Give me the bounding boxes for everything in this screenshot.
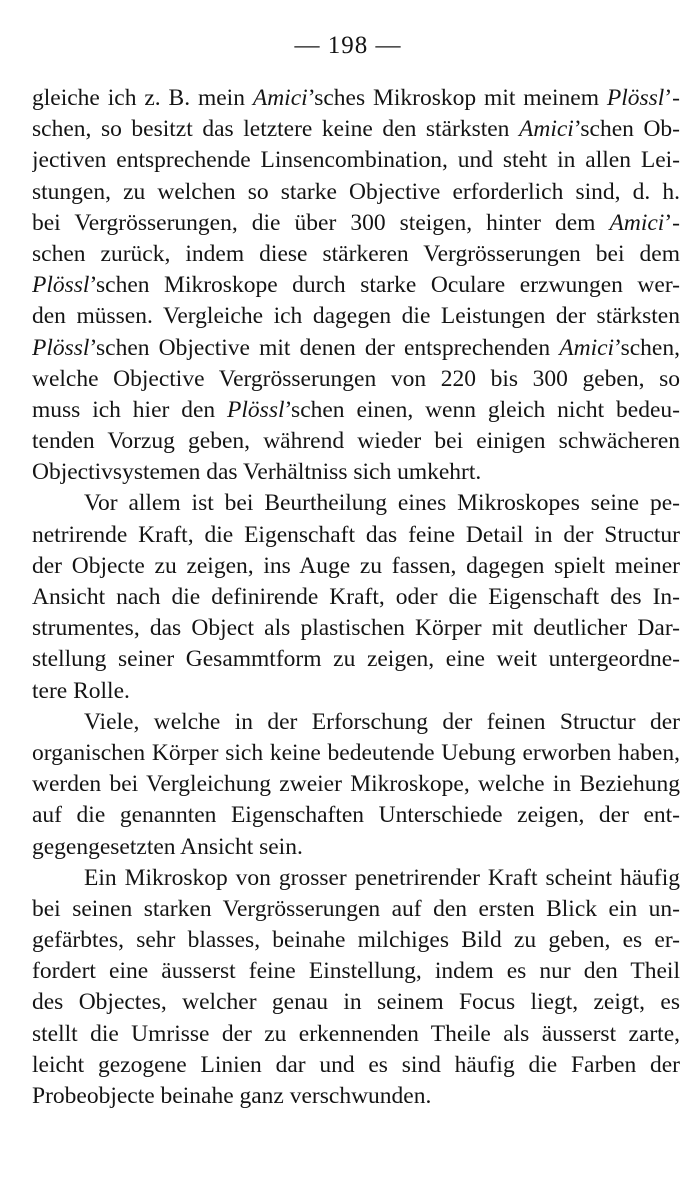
text-run: ’-: [664, 209, 680, 236]
text-run: stungen, zu welchen so starke Objective erforderlich sind, d. h.: [32, 178, 680, 205]
text-run: der Objecte zu zeigen, ins Auge zu fassen, dagegen spielt meiner: [32, 552, 680, 579]
text-line: [32, 457, 680, 488]
text-line: [32, 832, 680, 863]
text-run: gleiche ich z. B. mein: [32, 85, 253, 111]
text-line: [32, 1050, 680, 1081]
text-run: des Objectes, welcher genau in seinem Focus liegt, zeigt, es: [32, 989, 680, 1016]
text-line: [32, 426, 680, 457]
text-run: tenden Vorzug geben, während wieder bei einigen schwächeren: [32, 428, 680, 455]
text-line: [32, 333, 680, 364]
text-run: strumentes, das Object als plastischen Körper mit deutlicher Dar-: [32, 615, 680, 642]
page-number: — 198 —: [294, 32, 402, 59]
text-line: [32, 613, 680, 644]
text-run: schen zurück, indem diese stärkeren Vergrösserungen bei dem: [32, 240, 680, 267]
text-run: gefärbtes, sehr blasses, beinahe milchiges Bild zu geben, es er-: [32, 927, 680, 954]
text-line: [32, 894, 680, 925]
text-line: [32, 956, 680, 987]
italic-name: Plössl: [32, 272, 90, 299]
text-run: ’schen Mikroskope durch starke Oculare erzwungen wer-: [89, 272, 680, 299]
text-run: Objectivsystemen das Verhältniss sich umkehrt.: [32, 459, 482, 486]
italic-name: Plössl: [32, 334, 90, 361]
text-run: ’-: [664, 85, 680, 111]
text-line: [32, 676, 680, 707]
text-line: [32, 644, 680, 675]
text-run: werden bei Vergleichung zweier Mikroskope, welche in Beziehung: [32, 771, 680, 798]
text-run: leicht gezogene Linien dar und es sind häufig die Farben der: [32, 1051, 680, 1078]
text-line: [32, 364, 680, 395]
text-line: [32, 800, 680, 831]
text-run: Ein Mikroskop von grosser penetrirender Kraft scheint häufig: [84, 864, 680, 891]
italic-name: Amici: [519, 116, 574, 143]
body-text: [32, 83, 680, 1112]
text-run: Probeobjecte beinahe ganz verschwunden.: [32, 1083, 432, 1109]
text-line: [32, 769, 680, 800]
text-run: ’sches Mikroskop mit meinem: [307, 85, 607, 111]
italic-name: Amici: [609, 209, 665, 236]
text-run: bei seinen starken Vergrösserungen auf den ersten Blick ein un-: [32, 895, 680, 922]
text-run: stellt die Umrisse der zu erkennenden Theile als äusserst zarte,: [32, 1020, 680, 1047]
italic-name: Plössl: [606, 85, 665, 111]
text-run: ’schen,: [614, 334, 680, 361]
text-run: bei Vergrösserungen, die über 300 steigen, hinter dem: [32, 209, 610, 236]
text-run: fordert eine äusserst feine Einstellung, indem es nur den Theil: [32, 958, 680, 985]
text-line: [32, 738, 680, 769]
text-run: schen, so besitzt das letztere keine den stärksten: [32, 116, 520, 143]
text-line: [32, 395, 680, 426]
text-run: gegengesetzten Ansicht sein.: [32, 833, 303, 860]
text-run: den müssen. Vergleiche ich dagegen die Leistungen der stärksten: [32, 303, 680, 330]
text-run: jectiven entsprechende Linsencombination, und steht in allen Lei-: [32, 147, 680, 174]
text-run: ’schen Ob-: [573, 116, 680, 143]
text-line: [32, 488, 680, 519]
text-line: [32, 582, 680, 613]
text-run: ’schen einen, wenn gleich nicht bedeu-: [284, 396, 680, 423]
text-line: [32, 145, 680, 176]
text-line: [32, 1019, 680, 1050]
text-run: netrirende Kraft, die Eigenschaft das feine Detail in der Structur: [32, 521, 680, 548]
text-line: [32, 301, 680, 332]
text-line: [32, 551, 680, 582]
text-line: [32, 208, 680, 239]
italic-name: Amici: [559, 334, 615, 361]
text-line: [32, 707, 680, 738]
text-line: [32, 1081, 680, 1112]
text-run: tere Rolle.: [32, 677, 130, 704]
text-line: [32, 239, 680, 270]
italic-name: Plössl: [227, 396, 285, 423]
text-run: Viele, welche in der Erforschung der feinen Structur der: [84, 708, 680, 735]
text-line: [32, 83, 680, 114]
text-run: ’schen Objective mit denen der entsprechenden: [89, 334, 560, 361]
text-run: organischen Körper sich keine bedeutende Uebung erworben haben,: [32, 739, 680, 766]
text-run: Vor allem ist bei Beurtheilung eines Mikroskopes seine pe-: [84, 490, 680, 517]
text-line: [32, 114, 680, 145]
text-run: auf die genannten Eigenschaften Unterschiede zeigen, der ent-: [32, 802, 680, 829]
text-run: welche Objective Vergrösserungen von 220 bis 300 geben, so: [32, 365, 680, 392]
text-run: muss ich hier den: [32, 396, 228, 423]
text-line: [32, 177, 680, 208]
text-run: stellung seiner Gesammtform zu zeigen, eine weit untergeordne-: [32, 646, 680, 673]
text-run: Ansicht nach die definirende Kraft, oder die Eigenschaft des In-: [32, 584, 680, 610]
text-line: [32, 863, 680, 894]
text-line: [32, 270, 680, 301]
text-line: [32, 987, 680, 1018]
text-line: [32, 520, 680, 551]
text-line: [32, 925, 680, 956]
italic-name: Amici: [252, 85, 308, 111]
